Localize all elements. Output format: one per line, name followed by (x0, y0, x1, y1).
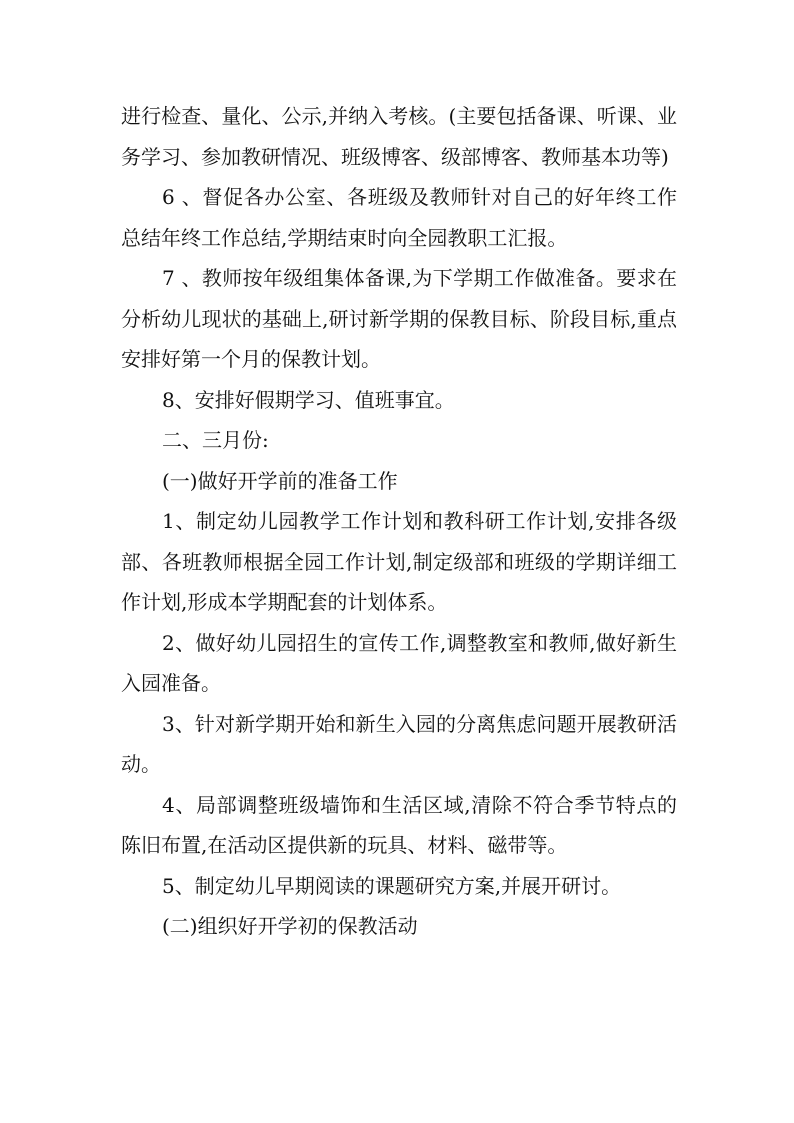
document-body (121, 96, 677, 947)
paragraph-7: 1、制定幼儿园教学工作计划和教科研工作计划,安排各级部、各班教师根据全园工作计划,制定级部和班级的学期详细工作计划,形成本学期配套的计划体系。 (121, 509, 677, 614)
paragraph-4: 8、安排好假期学习、值班事宜。 (162, 387, 455, 412)
paragraph-3: 7 、教师按年级组集体备课,为下学期工作做准备。要求在分析幼儿现状的基础上,研讨新学期的保教目标、阶段目标,重点安排好第一个月的保教计划。 (121, 266, 677, 371)
subsection-heading-1: (一)做好开学前的准备工作 (162, 468, 398, 493)
paragraph-2: 6 、督促各办公室、各班级及教师针对自己的好年终工作总结年终工作总结,学期结束时向全园教职工汇报。 (121, 185, 677, 250)
paragraph-1: 进行检查、量化、公示,并纳入考核。(主要包括备课、听课、业务学习、参加教研情况、班级博客、级部博客、教师基本功等) (121, 104, 677, 169)
paragraph-10: 4、局部调整班级墙饰和生活区域,清除不符合季节特点的陈旧布置,在活动区提供新的玩具、材料、磁带等。 (121, 792, 677, 857)
paragraph-8: 2、做好幼儿园招生的宣传工作,调整教室和教师,做好新生入园准备。 (121, 630, 677, 695)
paragraph-11: 5、制定幼儿早期阅读的课题研究方案,并展开研讨。 (162, 873, 622, 898)
section-heading-march: 二、三月份: (162, 428, 269, 452)
paragraph-9: 3、针对新学期开始和新生入园的分离焦虑问题开展教研活动。 (121, 711, 677, 776)
subsection-heading-2: (二)组织好开学初的保教活动 (162, 914, 418, 938)
